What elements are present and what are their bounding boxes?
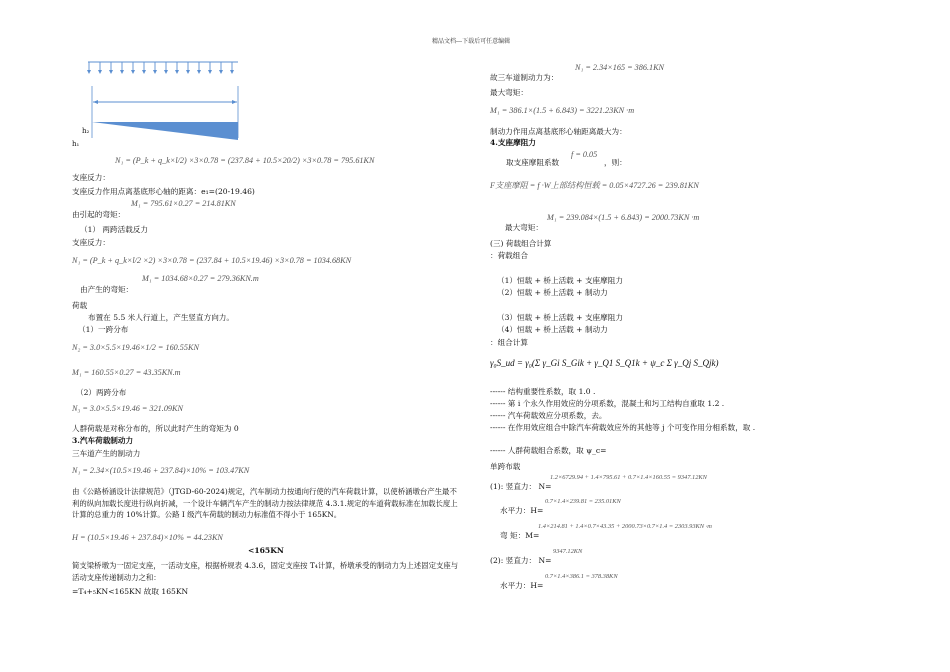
crowd-load-title: 荷载 (72, 301, 88, 310)
eq-friction-force: F支座摩阻 = f ·W上部结构恒载 = 0.05×4727.26 = 239.81KN (490, 181, 699, 190)
eq-c2-h: 0.7×1.4×386.1 = 378.38KN (545, 573, 618, 580)
eq-n1-vertical-force: N₁ = (P_k + q_k×l/2) ×3×0.78 = (237.84 + 10.5×20/2) ×3×0.78 = 795.61KN (115, 156, 375, 165)
label-h1: h₁ (72, 140, 80, 148)
support-reaction-label-2: 支座反力： (72, 238, 110, 247)
eq-m1-two-span: M₁ = 1034.68×0.27 = 279.36KN.m (142, 274, 259, 283)
bearing-friction-title: 4.支座摩阻力 (490, 138, 536, 147)
max-moment-label: 最大弯矩： (490, 88, 528, 97)
combo-calc-label: ：组合计算 (490, 338, 528, 347)
vehicle-brake-title: 3.汽车荷载制动力 (72, 436, 134, 445)
c1-moment-label: 弯 矩：M= (500, 531, 540, 540)
eccentricity-text: 支座反力作用点离基底形心轴的距离：e₁=(20-19.46) (72, 187, 255, 196)
then-label: ，则： (604, 158, 627, 167)
note-permanent: ------ 第 i 个永久作用效应的分项系数，混凝土和圬工结构自重取 1.2 . (490, 399, 725, 408)
three-lane-brake-force: 故三车道制动力为： (490, 73, 559, 82)
crowd-coef-note: ------ 人群荷载组合系数，取 ψ_c= (490, 446, 607, 455)
combo-3: （3）恒载 + 桥上活载 + 支座摩阻力 (497, 313, 623, 322)
c1-horizontal-label: 水平力：H= (500, 506, 544, 515)
friction-coef-label: 取支座摩阻系数 (506, 158, 560, 167)
one-span-label: （1）一跨分布 (78, 325, 129, 334)
note-vehicle: ------ 汽车荷载效应分项系数，去。 (490, 411, 607, 420)
page-header: 精品文档---下载后可任意编辑 (432, 38, 511, 45)
combo-formula: γ₀S_ud = γ₀(Σ γ_Gi S_Gik + γ_Q1 S_Q1k + ψ_c Σ γ_Qj S_Qjk) (490, 358, 719, 368)
eq-h-brake: H = (10.5×19.46 + 237.84)×10% = 44.23KN (72, 533, 223, 542)
combo-4: （4）恒载 + 桥上活载 + 制动力 (497, 325, 608, 334)
brake-distance-label: 制动力作用点离基底形心轴距离最大为： (490, 127, 627, 136)
moment-produced-label: 由产生的弯矩： (80, 285, 134, 294)
note-variable: ------ 在作用效应组合中除汽车荷载效应外的其他等 j 个可变作用分相系数，取 . (490, 423, 756, 432)
three-lane-brake-label: 三车道产生的制动力 (72, 449, 141, 458)
c2-vertical-label: (2): 竖直力： N= (490, 556, 552, 565)
eq-m-friction: M₁ = 239.084×(1.5 + 6.843) = 2000.73KN ·m (547, 213, 700, 222)
single-span-title: 单跨布载 (490, 462, 521, 471)
moment-caused-label: 由引起的弯矩： (72, 210, 126, 219)
c2-horizontal-label: 水平力：H= (500, 581, 544, 590)
eq-c1-m: 1.4×214.81 + 1.4×0.7×43.35 + 2000.73×0.7×1.4 = 2303.93KN ·m (538, 523, 712, 530)
bearing-paragraph: 简支梁桥墩为一固定支座，一活动支座，根据桥规表 4.3.6，固定支座按 T₄计算，桥墩承受的制动力为上述固定支座与活动支座传递制动力之和： (72, 561, 459, 582)
symmetric-note: 人群荷载是对称分布的，所以此时产生的弯矩为 0 (72, 424, 239, 433)
combo-1: （1）恒载 + 桥上活载 + 支座摩阻力 (497, 276, 623, 285)
load-combo-title: (三) 荷载组合计算 (490, 239, 552, 248)
crowd-load-desc: 布置在 5.5 米人行道上，产生竖直方向力。 (88, 313, 234, 322)
code-paragraph: 由《公路桥涵设计法律规范》（JTGD-60-2024)规定，汽车制动力按通向行使的汽车荷载计算，以使桥涵墩台产生最不利的纵向加载长度进行纵向折减，一个设计车辆汽车产生的制动力按法律规范 4.3.1.规定的车道荷载标准在加载长度上计算的总重力的 10%计算。公路 I 级汽车荷载的制动力标准值不得小于 165KN。 (72, 487, 458, 520)
eq-m1-moment: M₁ = 795.61×0.27 = 214.81KN (131, 199, 236, 208)
two-span-dist-label: （2）两跨分布 (76, 388, 127, 397)
eq-c2-n: 9347.12KN (553, 548, 583, 555)
load-combo-sub: ：荷载组合 (490, 251, 528, 260)
friction-coef-eq: f = 0.05 (571, 150, 598, 159)
eq-n-top-right: N₁ = 2.34×165 = 386.1KN (575, 63, 665, 72)
influence-line-triangle (92, 122, 238, 140)
eq-n3-two-span: N₃ = 3.0×5.5×19.46 = 321.09KN (72, 404, 183, 413)
eq-c1-n: 1.2×6729.94 + 1.4×795.61 + 0.7×1.4×160.55 = 9347.12KN (550, 474, 707, 481)
two-span-reaction-title: （1） 两跨活载反力 (80, 225, 148, 234)
final-brake-line: =T₄+₅KN<165KN 故取 165KN (72, 587, 189, 596)
eq-c1-h: 0.7×1.4×239.81 = 235.01KN (545, 498, 621, 505)
note-importance: ------ 结构重要性系数，取 1.0 . (490, 387, 596, 396)
eq-n2-one-span: N₂ = 3.0×5.5×19.46×1/2 = 160.55KN (72, 343, 199, 352)
max-moment-label-2: 最大弯矩： (505, 223, 543, 232)
support-reaction-label: 支座反力： (72, 173, 110, 182)
distributed-load-arrows (89, 62, 232, 70)
less-than-165: <165KN (248, 546, 284, 555)
label-h2: h₂ (82, 127, 90, 135)
eq-m2-one-span: M₁ = 160.55×0.27 = 43.35KN.m (72, 368, 181, 377)
eq-m-brake: M₁ = 386.1×(1.5 + 6.843) = 3221.23KN ·m (490, 106, 635, 115)
combo-2: （2）恒载 + 桥上活载 + 制动力 (497, 288, 608, 297)
eq-brake-force: N₁ = 2.34×(10.5×19.46 + 237.84)×10% = 103.47KN (72, 466, 250, 475)
load-diagram (80, 58, 245, 148)
c1-vertical-label: (1): 竖直力： N= (490, 482, 552, 491)
eq-n1-two-span: N₁ = (P_k + q_k×l/2 ×2) ×3×0.78 = (237.84 + 10.5×19.46) ×3×0.78 = 1034.68KN (72, 256, 352, 265)
